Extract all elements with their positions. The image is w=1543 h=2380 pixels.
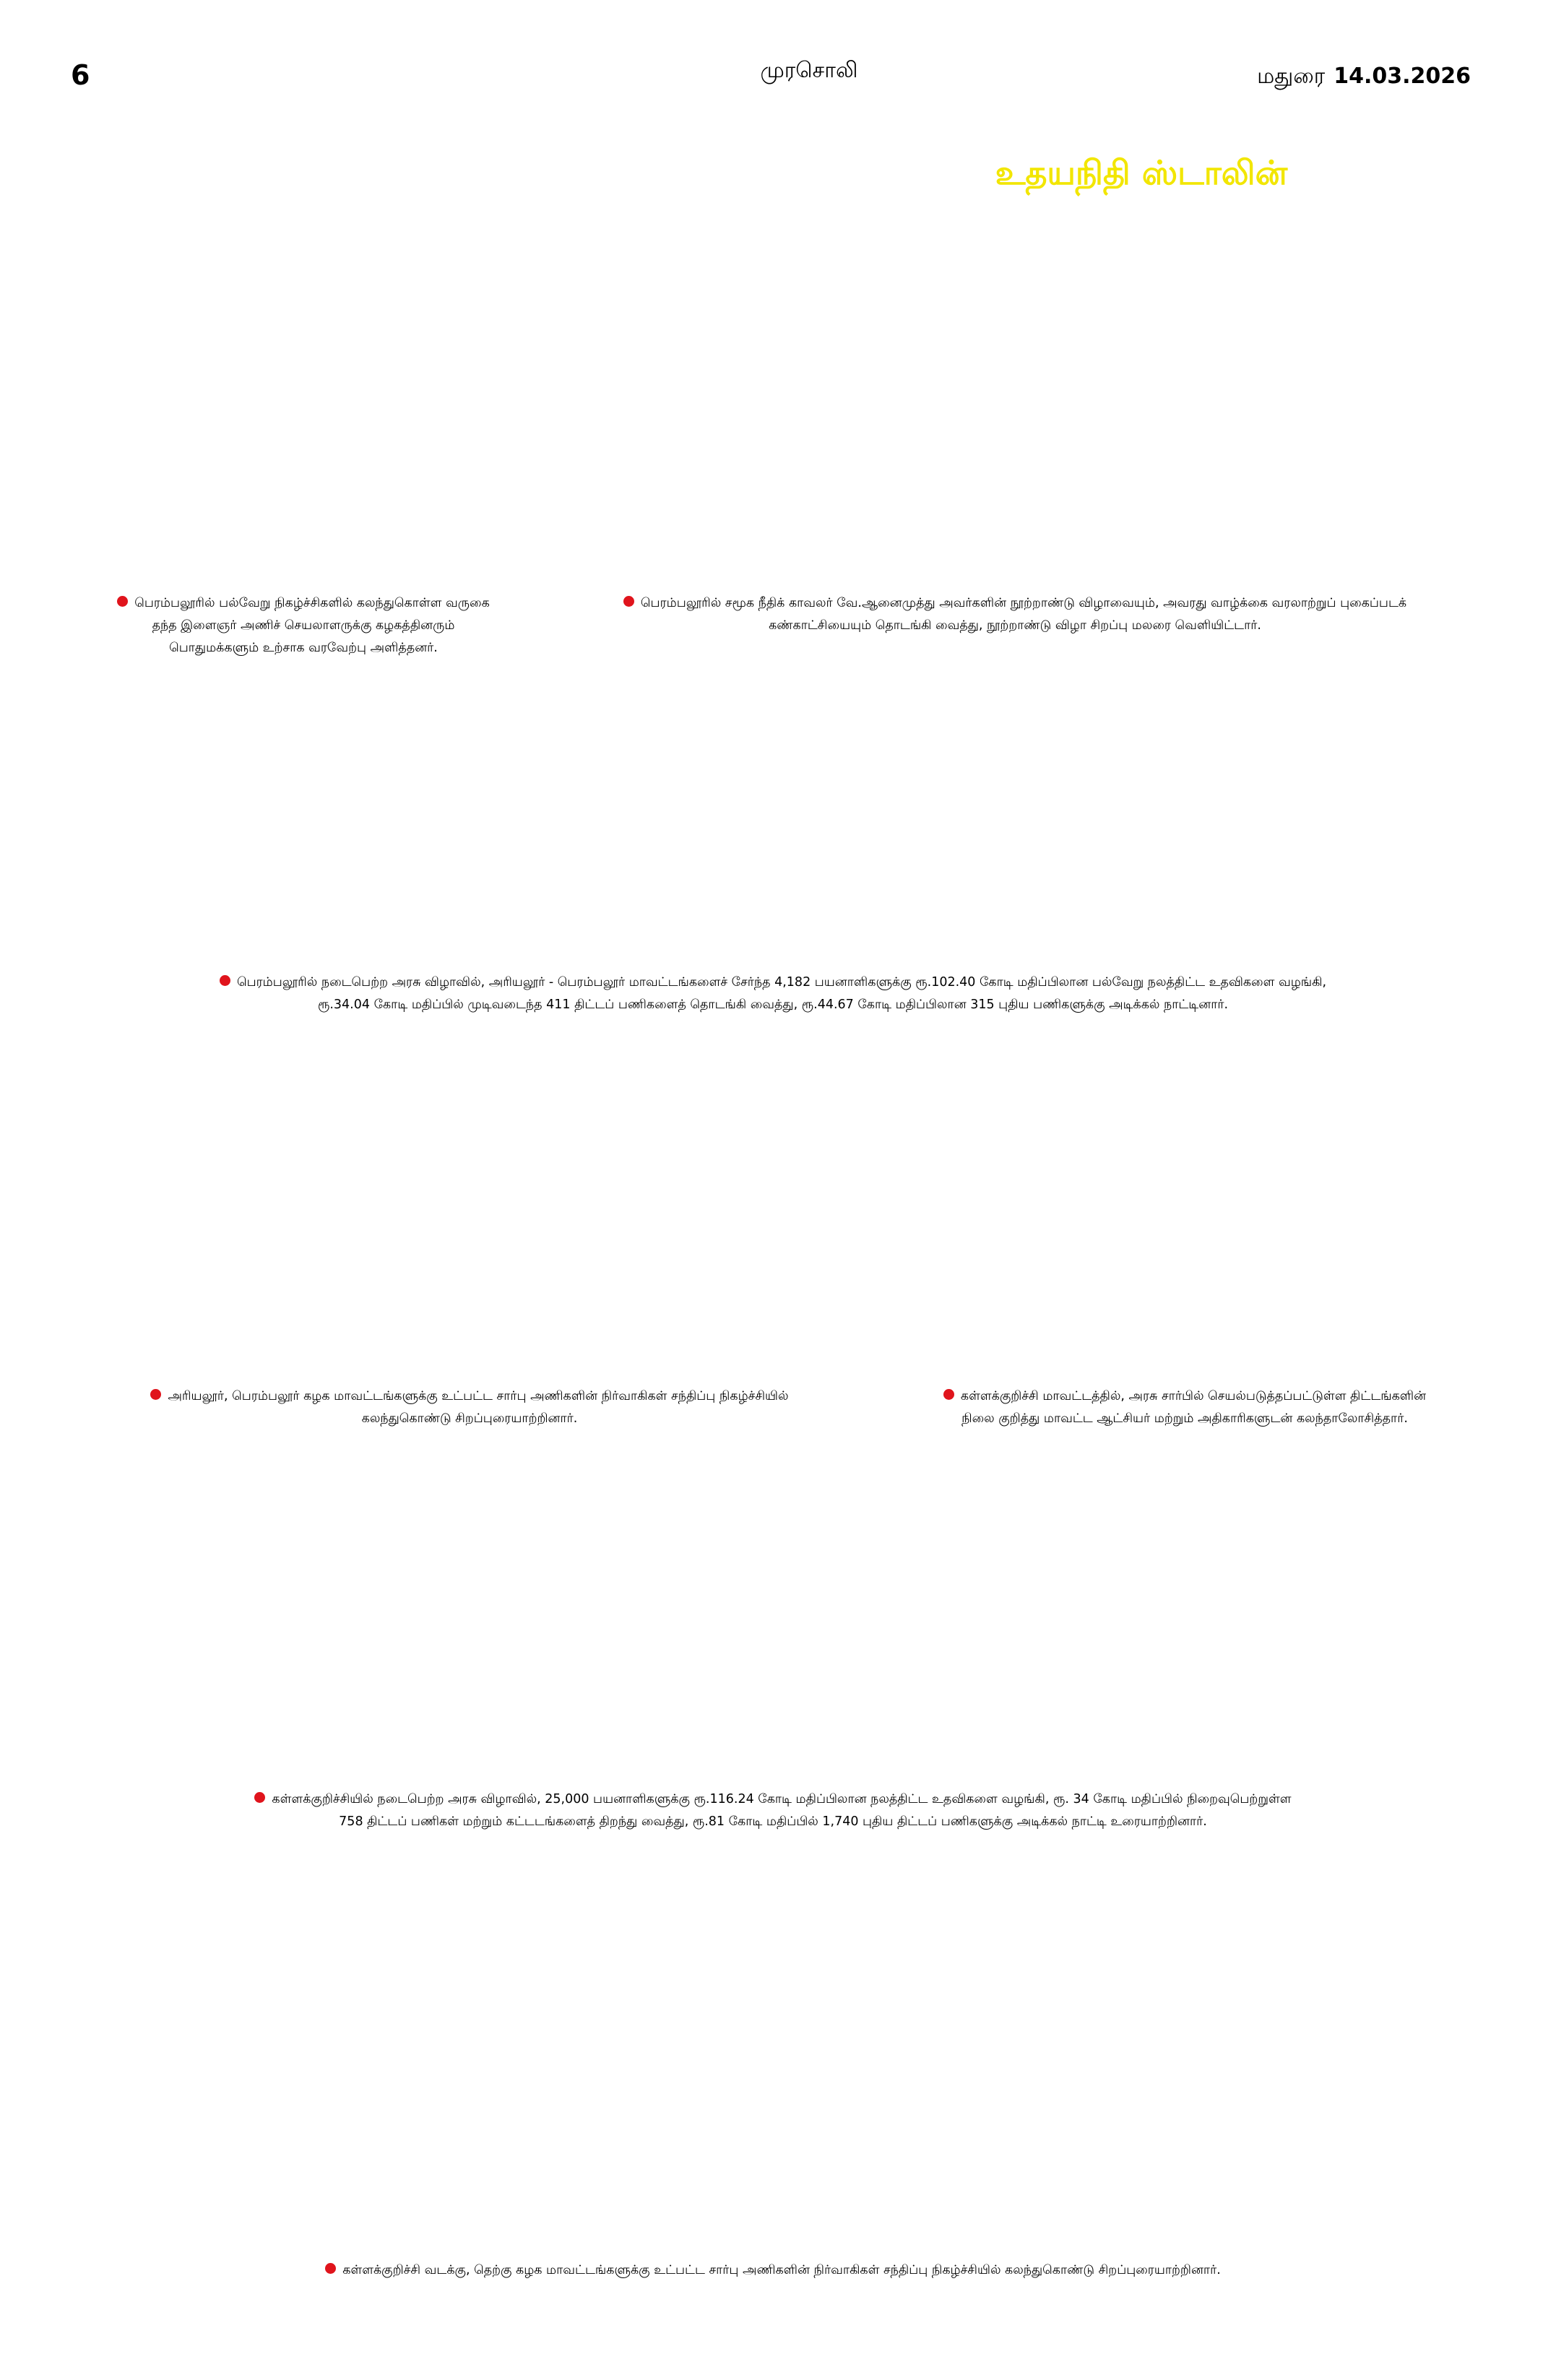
caption-text: கள்ளக்குறிச்சியில் நடைபெற்ற அரசு விழாவில், 25,000 பயனாளிகளுக்கு ரூ.116.24 கோடி மதிப்பிலான நலத்திட்ட உதவிகளை வழங்கி, ரூ. 34 கோடி மதிப்பில் நிறைவுபெற்றுள்ள [272,1792,1292,1806]
caption-text: பெரம்பலூரில் நடைபெற்ற அரசு விழாவில், அரியலூர் - பெரம்பலூர் மாவட்டங்களைச் சேர்ந்த 4,182 பயனாளிகளுக்கு ரூ.102.40 கோடி மதிப்பிலான பல்வேறு நலத்திட்ட உதவிகளை வழங்கி, [236,975,1327,990]
headline: உதயநிதி ஸ்டாலின் [995,153,1288,192]
photo-caption [87,1385,852,1430]
caption-text: பெரம்பலூரில் சமூக நீதிக் காவலர் வே.ஆனைமுத்து அவர்களின் நூற்றாண்டு விழாவையும், அவரது வாழ்க்கை வரலாற்றுப் புகைப்படக் [640,596,1407,610]
caption-line [881,1385,1488,1408]
bullet-icon [325,2263,336,2274]
photo-caption [123,1788,1423,1833]
caption-line [87,972,1459,994]
bullet-icon [117,596,128,607]
bullet-icon [943,1389,954,1400]
caption-line [87,1385,852,1408]
caption-text: கள்ளக்குறிச்சி வடக்கு, தெற்கு கழக மாவட்டங்களுக்கு உட்பட்ட சார்பு அணிகளின் நிர்வாகிகள் சந்திப்பு நிகழ்ச்சியில் கலந்துகொண்டு சிறப்புரையாற்றினார். [342,2263,1221,2277]
edition-city: மதுரை [1257,64,1326,89]
bullet-icon [254,1792,265,1803]
caption-line [79,592,527,615]
bullet-icon [150,1389,161,1400]
caption-line [159,2259,1387,2282]
photo-caption [87,972,1459,1016]
bullet-icon [220,975,230,986]
newspaper-name: முரசொலி [760,58,858,83]
caption-line: கலந்துகொண்டு சிறப்புரையாற்றினார். [361,1411,578,1426]
bullet-icon [623,596,634,607]
page-number: 6 [71,59,90,91]
edition-date [1257,64,1471,92]
caption-text: கள்ளக்குறிச்சி மாவட்டத்தில், அரசு சார்பில் செயல்படுத்தப்பட்டுள்ள திட்டங்களின் [960,1389,1427,1403]
caption-line: கண்காட்சியையும் தொடங்கி வைத்து, நூற்றாண்டு விழா சிறப்பு மலரை வெளியிட்டார். [769,618,1261,633]
caption-line: பொதுமக்களும் உற்சாக வரவேற்பு அளித்தனர். [169,641,438,655]
caption-line: 758 திட்டப் பணிகள் மற்றும் கட்டடங்களைத் திறந்து வைத்து, ரூ.81 கோடி மதிப்பில் 1,740 புதிய திட்டப் பணிகளுக்கு அடிக்கல் நாட்டி உரையாற்றினார். [339,1814,1207,1829]
caption-text: அரியலூர், பெரம்பலூர் கழக மாவட்டங்களுக்கு உட்பட்ட சார்பு அணிகளின் நிர்வாகிகள் சந்திப்பு நிகழ்ச்சியில் [168,1389,789,1403]
photo-caption [881,1385,1488,1430]
photo-caption [79,592,527,659]
photo-caption [159,2259,1387,2282]
caption-line: நிலை குறித்து மாவட்ட ஆட்சியர் மற்றும் அதிகாரிகளுடன் கலந்தாலோசித்தார். [961,1411,1408,1426]
caption-line [123,1788,1423,1811]
caption-line [549,592,1481,615]
caption-line: தந்த இளைஞர் அணிச் செயலாளருக்கு கழகத்தினரும் [152,618,455,633]
caption-line: ரூ.34.04 கோடி மதிப்பில் முடிவடைந்த 411 திட்டப் பணிகளைத் தொடங்கி வைத்து, ரூ.44.67 கோடி மதிப்பிலான 315 புதிய பணிகளுக்கு அடிக்கல் நாட்டினார். [317,998,1229,1012]
caption-text: பெரம்பலூரில் பல்வேறு நிகழ்ச்சிகளில் கலந்துகொள்ள வருகை [134,596,490,610]
photo-caption [549,592,1481,637]
issue-date: 14.03.2026 [1334,64,1471,89]
